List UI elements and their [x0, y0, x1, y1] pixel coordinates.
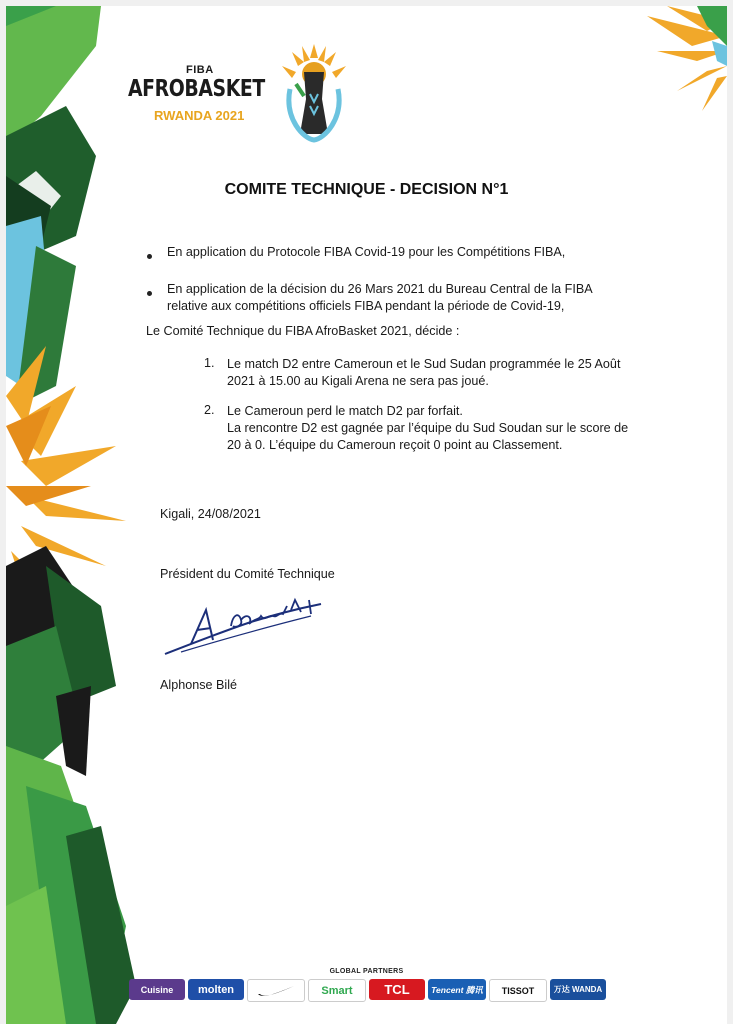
bullet-marker — [146, 254, 154, 262]
decision-1-number: 1. — [204, 356, 215, 370]
partner-logo-molten: molten — [188, 979, 244, 1000]
logo-afrobasket-text: AFROBASKET — [128, 76, 265, 102]
bullet-marker — [146, 291, 154, 299]
document-title: COMITE TECHNIQUE - DECISION N°1 — [224, 181, 509, 198]
nike-swoosh-icon — [256, 984, 296, 998]
decorative-sun-top-right — [637, 6, 727, 116]
partner-logo-nike — [247, 979, 305, 1002]
bullet-2-text-line1: En application de la décision du 26 Mars 2021 du Bureau Central de la FIBA — [167, 282, 593, 296]
handwritten-signature — [161, 592, 331, 662]
decision-2-number: 2. — [204, 403, 215, 417]
partners-strip — [129, 979, 606, 1001]
decorative-left-artwork — [6, 6, 166, 1024]
signatory-name: Alphonse Bilé — [160, 678, 238, 692]
partner-logo-cuisine: Cuisine — [129, 979, 185, 1000]
signatory-role: Président du Comité Technique — [160, 567, 335, 581]
decision-1-line1: Le match D2 entre Cameroun et le Sud Sudan programmée le 25 Août — [227, 357, 621, 371]
decision-2-line1: Le Cameroun perd le match D2 par forfait. — [227, 404, 463, 418]
document-page — [6, 6, 727, 1024]
bullet-1-text: En application du Protocole FIBA Covid-19 pour les Compétitions FIBA, — [167, 245, 566, 259]
logo-fiba-text: FIBA — [186, 64, 214, 76]
trophy-emblem-icon — [274, 44, 354, 150]
bullet-2-text-line2: relative aux compétitions officiels FIBA pendant la période de Covid-19, — [167, 299, 565, 313]
intro-text: Le Comité Technique du FIBA AfroBasket 2021, décide : — [146, 324, 460, 338]
partners-title: GLOBAL PARTNERS — [329, 968, 404, 975]
logo-edition-text: RWANDA 2021 — [154, 108, 245, 123]
partner-logo-smart: Smart — [308, 979, 366, 1002]
decision-2-line3: 20 à 0. L’équipe du Cameroun reçoit 0 point au Classement. — [227, 438, 563, 452]
partner-logo-wanda: 万达 WANDA — [550, 979, 606, 1000]
partner-logo-tcl: TCL — [369, 979, 425, 1000]
afrobasket-logo — [124, 44, 356, 150]
partner-logo-tissot: TISSOT — [489, 979, 547, 1002]
decision-2-line2: La rencontre D2 est gagnée par l’équipe du Sud Soudan sur le score de — [227, 421, 629, 435]
decision-1-line2: 2021 à 15.00 au Kigali Arena ne sera pas joué. — [227, 374, 489, 388]
place-date: Kigali, 24/08/2021 — [160, 507, 261, 521]
partner-logo-tencent: Tencent 腾讯 — [428, 979, 486, 1000]
